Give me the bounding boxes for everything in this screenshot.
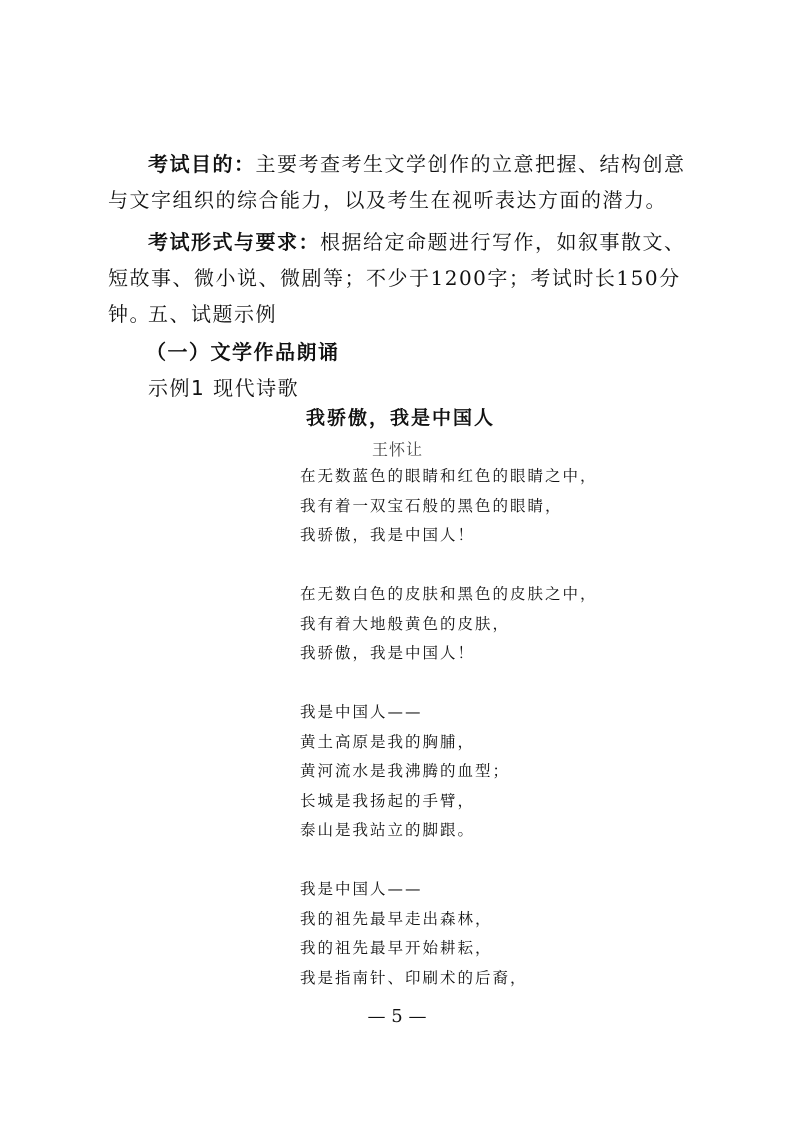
poem-line: 我有着大地般黄色的皮肤， — [300, 614, 511, 633]
poem-line: 我的祖先最早走出森林， — [300, 909, 493, 928]
exam-format-label: 考试形式与要求： — [148, 230, 320, 254]
example-heading: 示例1 现代诗歌 — [148, 376, 300, 400]
poem-line: 泰山是我站立的脚跟。 — [300, 821, 476, 839]
section-heading: 五、试题示例 — [148, 302, 277, 326]
poem-line: 长城是我扬起的手臂， — [300, 791, 476, 810]
page-number: — 5 — — [367, 1006, 427, 1027]
poem-line: 我骄傲，我是中国人！ — [300, 526, 476, 544]
poem-body — [300, 462, 598, 993]
poem-line: 黄河流水是我沸腾的血型； — [300, 762, 511, 780]
exam-format-text: 根据给定命题进行写作，如叙事散文、短故事、微小说、微剧等；不少于1200字；考试时长150分钟。 — [108, 230, 686, 326]
poem-line: 我是中国人—— — [300, 703, 423, 721]
poem-line: 我骄傲，我是中国人！ — [300, 644, 476, 662]
poem-line: 我是指南针、印刷术的后裔， — [300, 968, 528, 987]
poem-line: 在无数蓝色的眼睛和红色的眼睛之中， — [300, 467, 598, 485]
poem-line: 我是中国人—— — [300, 880, 423, 898]
exam-purpose-paragraph — [108, 146, 700, 218]
poem-line: 黄土高原是我的胸脯， — [300, 732, 476, 751]
poem-line: 我有着一双宝石般的黑色的眼睛， — [300, 496, 563, 515]
poem-title: 我骄傲，我是中国人 — [306, 407, 496, 429]
exam-purpose-label: 考试目的： — [148, 152, 256, 176]
exam-purpose-text: 主要考查考生文学创作的立意把握、结构创意与文字组织的综合能力，以及考生在视听表达方面的潜力。 — [108, 152, 686, 212]
poem-line: 我的祖先最早开始耕耘， — [300, 939, 493, 957]
poem-line: 在无数白色的皮肤和黑色的皮肤之中， — [300, 585, 598, 603]
subsection-heading: （一）文学作品朗诵 — [146, 340, 340, 364]
poem-author: 王怀让 — [372, 440, 424, 459]
